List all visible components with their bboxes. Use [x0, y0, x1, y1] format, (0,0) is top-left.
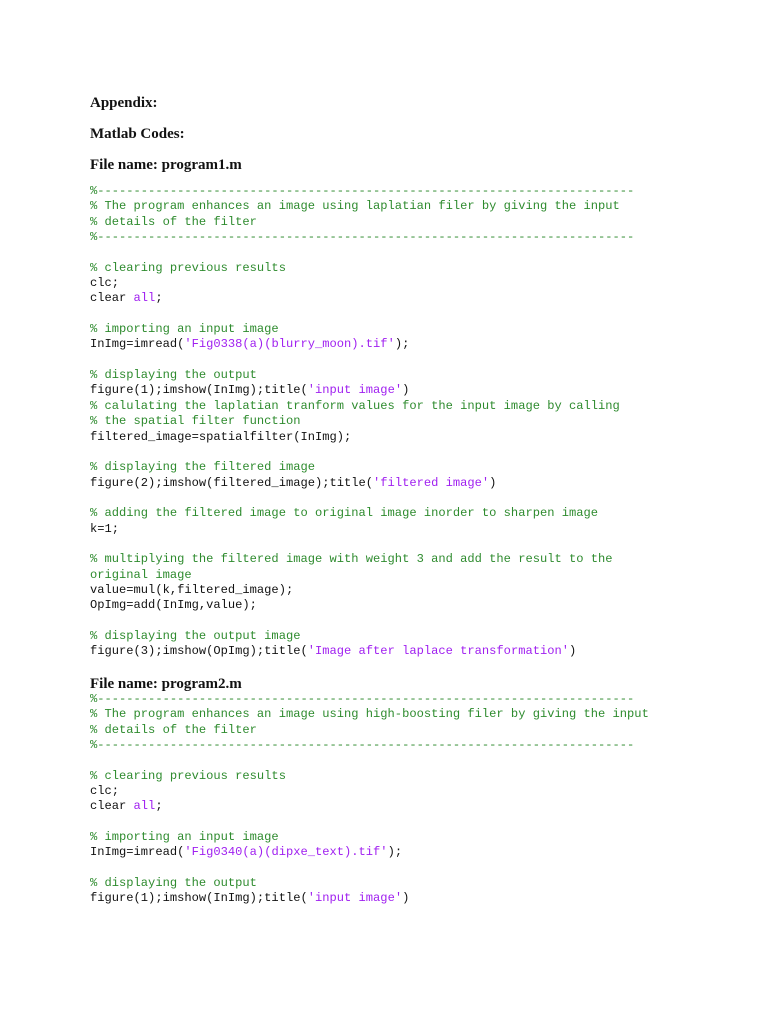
- code-line: [90, 460, 634, 475]
- code-line: [90, 784, 649, 799]
- code-line: [90, 769, 649, 784]
- code-comment: %--------------------------------------------------------------------------: [90, 230, 635, 245]
- code-line: [90, 476, 634, 491]
- code-line: [90, 322, 634, 337]
- code-line: [90, 629, 634, 644]
- code-line: [90, 723, 649, 738]
- code-line: [90, 337, 634, 352]
- code-line: [90, 738, 649, 753]
- code-plain: );: [387, 845, 403, 860]
- code-line: [90, 861, 649, 876]
- code-line: [90, 291, 634, 306]
- code-plain: clear: [90, 799, 134, 814]
- code-comment: % the spatial filter function: [90, 414, 301, 429]
- code-line: [90, 245, 634, 260]
- code-plain: ): [402, 891, 410, 906]
- code-plain: OpImg=add(InImg,value);: [90, 598, 257, 613]
- code-line: [90, 753, 649, 768]
- code-string: 'input image': [307, 891, 403, 906]
- code-line: [90, 307, 634, 322]
- code-comment: % The program enhances an image using high-boosting filer by giving the input: [90, 707, 649, 722]
- code-comment: % displaying the filtered image: [90, 460, 315, 475]
- code-plain: ;: [155, 291, 163, 306]
- code-comment: % multiplying the filtered image with weight 3 and add the result to the: [90, 552, 613, 567]
- code-comment: % adding the filtered image to original image inorder to sharpen image: [90, 506, 599, 521]
- code-line: [90, 199, 634, 214]
- code-line: [90, 707, 649, 722]
- code-plain: clc;: [90, 784, 120, 799]
- code-comment: % details of the filter: [90, 214, 257, 229]
- code-line: [90, 506, 634, 521]
- code-line: [90, 799, 649, 814]
- code-line: [90, 537, 634, 552]
- code-line: [90, 261, 634, 276]
- code-keyword: all: [133, 799, 156, 814]
- code-string: 'Image after laplace transformation': [307, 644, 570, 659]
- code-line: [90, 830, 649, 845]
- code-plain: ): [489, 475, 497, 490]
- code-string: 'input image': [307, 383, 403, 398]
- code-plain: figure(2);imshow(filtered_image);title(: [90, 475, 374, 490]
- code-comment: % clearing previous results: [90, 260, 286, 275]
- code-comment: % details of the filter: [90, 722, 257, 737]
- code-line: [90, 552, 634, 567]
- program1-filename-heading: File name: program1.m: [90, 157, 242, 173]
- code-comment: % displaying the output image: [90, 628, 301, 643]
- code-comment: % calulating the laplatian tranform values for the input image by calling: [90, 398, 620, 413]
- code-line: [90, 353, 634, 368]
- code-line: [90, 383, 634, 398]
- code-plain: );: [394, 337, 410, 352]
- code-comment: % displaying the output: [90, 876, 257, 891]
- code-line: [90, 368, 634, 383]
- code-line: [90, 399, 634, 414]
- code-comment: %--------------------------------------------------------------------------: [90, 184, 635, 198]
- code-plain: figure(1);imshow(InImg);title(: [90, 383, 308, 398]
- code-line: [90, 876, 649, 891]
- program1-code-block: [90, 184, 634, 660]
- code-line: [90, 644, 634, 659]
- code-plain: ): [402, 383, 410, 398]
- code-line: [90, 568, 634, 583]
- code-line: [90, 215, 634, 230]
- code-comment: % importing an input image: [90, 830, 279, 845]
- code-comment: % importing an input image: [90, 322, 279, 337]
- code-string: 'Fig0338(a)(blurry_moon).tif': [184, 337, 395, 352]
- code-line: [90, 692, 649, 707]
- code-line: [90, 276, 634, 291]
- code-string: 'Fig0340(a)(dipxe_text).tif': [184, 845, 388, 860]
- code-comment: %--------------------------------------------------------------------------: [90, 738, 635, 753]
- code-line: [90, 445, 634, 460]
- code-comment: % The program enhances an image using laplatian filer by giving the input: [90, 199, 620, 214]
- code-plain: InImg=imread(: [90, 845, 185, 860]
- code-plain: ): [569, 644, 577, 659]
- code-plain: ;: [155, 799, 163, 814]
- code-plain: k=1;: [90, 521, 120, 536]
- code-line: [90, 845, 649, 860]
- code-plain: value=mul(k,filtered_image);: [90, 582, 294, 597]
- code-comment: % clearing previous results: [90, 768, 286, 783]
- code-line: [90, 522, 634, 537]
- code-line: [90, 230, 634, 245]
- code-plain: figure(1);imshow(InImg);title(: [90, 891, 308, 906]
- code-line: [90, 430, 634, 445]
- code-plain: InImg=imread(: [90, 337, 185, 352]
- program2-code-block: [90, 692, 649, 907]
- code-comment: %--------------------------------------------------------------------------: [90, 692, 635, 706]
- code-plain: clear: [90, 291, 134, 306]
- code-plain: figure(3);imshow(OpImg);title(: [90, 644, 308, 659]
- code-plain: filtered_image=spatialfilter(InImg);: [90, 429, 352, 444]
- appendix-heading: Appendix:: [90, 95, 158, 111]
- code-string: 'filtered image': [373, 475, 490, 490]
- code-line: [90, 414, 634, 429]
- code-line: [90, 815, 649, 830]
- code-comment: original image: [90, 567, 192, 582]
- code-line: [90, 491, 634, 506]
- code-line: [90, 583, 634, 598]
- matlab-codes-heading: Matlab Codes:: [90, 126, 185, 142]
- code-plain: clc;: [90, 276, 120, 291]
- code-line: [90, 891, 649, 906]
- code-line: [90, 598, 634, 613]
- code-comment: % displaying the output: [90, 368, 257, 383]
- code-keyword: all: [133, 291, 156, 306]
- code-line: [90, 184, 634, 199]
- code-line: [90, 614, 634, 629]
- program2-filename-heading: File name: program2.m: [90, 676, 242, 692]
